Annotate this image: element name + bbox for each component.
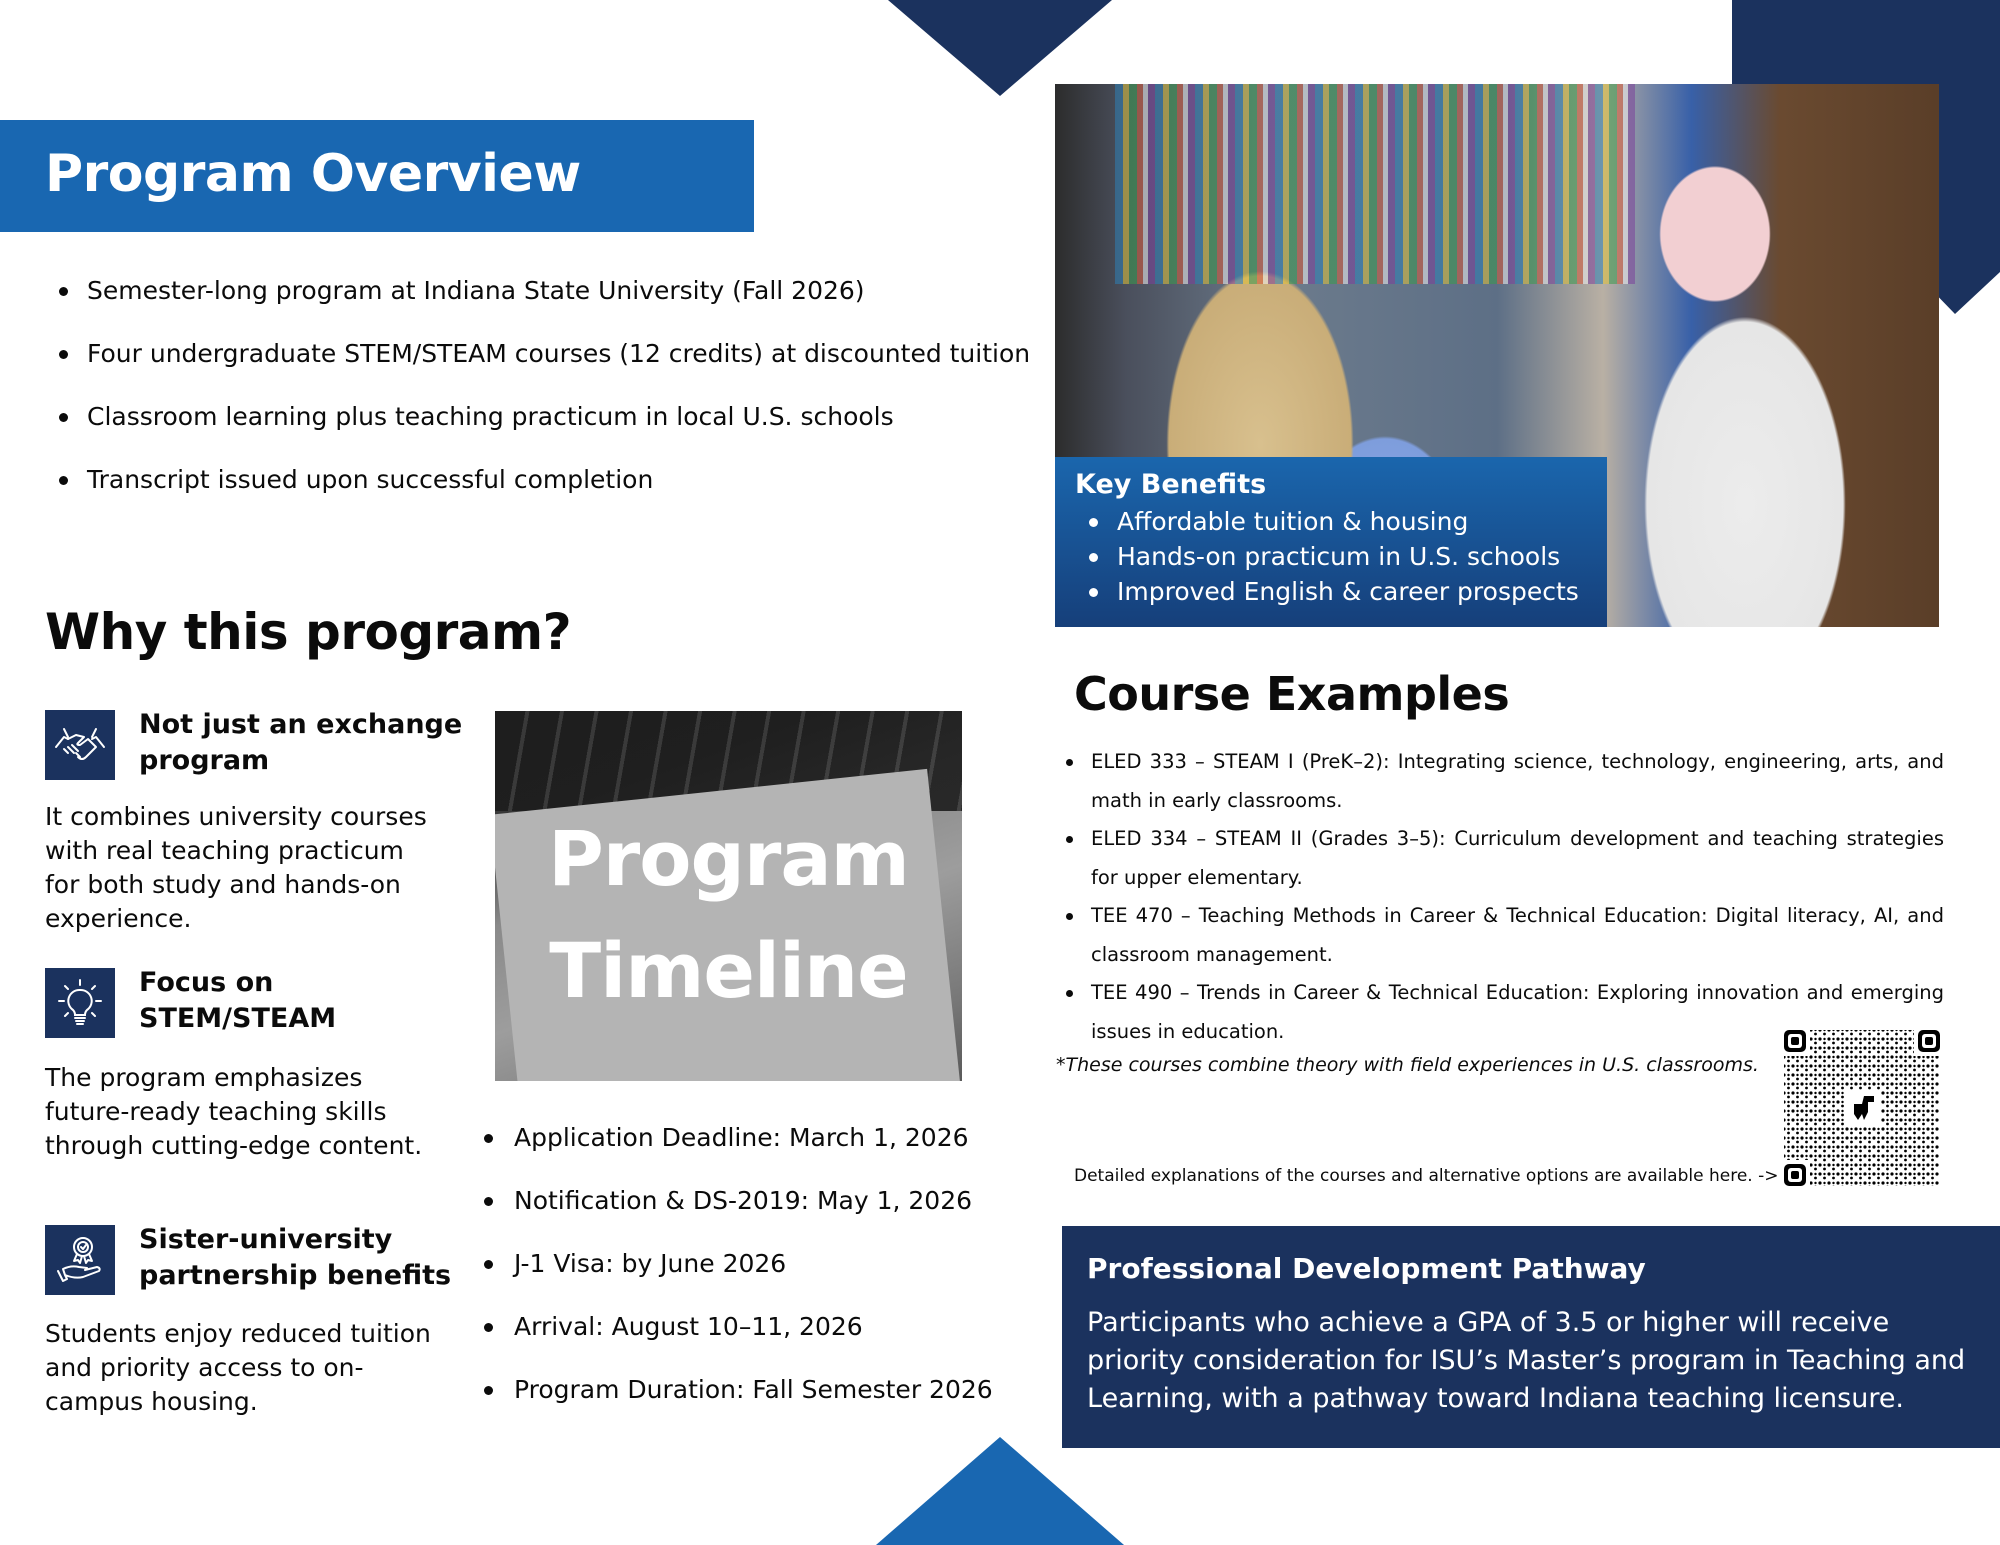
qr-code-icon[interactable] (1782, 1028, 1942, 1188)
timeline-item: Program Duration: Fall Semester 2026 (476, 1370, 993, 1433)
handshake-icon (45, 710, 115, 780)
course-list (1064, 743, 1944, 1051)
course-item: ELED 333 – STEAM I (PreK–2): Integrating science, technology, engineering, arts, and math in early classrooms. (1064, 743, 1944, 820)
pathway-text: Participants who achieve a GPA of 3.5 or higher will receive priority consideration for ISU’s Master’s program in Teaching and Learning, with a pathway toward Indiana teaching licensure. (1087, 1307, 1966, 1414)
key-benefits-title: Key Benefits (1075, 469, 1267, 500)
pathway-box (1062, 1226, 2000, 1448)
reason-title: Focus on STEM/STEAM (139, 967, 337, 1034)
overview-list (45, 272, 1030, 524)
timeline-item: Application Deadline: March 1, 2026 (476, 1118, 993, 1181)
overview-item: Classroom learning plus teaching practicum in local U.S. schools (45, 398, 1030, 461)
course-details-link-text: Detailed explanations of the courses and alternative options are available here. -> (1074, 1166, 1779, 1186)
timeline-item: J-1 Visa: by June 2026 (476, 1244, 993, 1307)
key-benefits-box (1055, 457, 1607, 627)
reason-description: Students enjoy reduced tuition and priority access to on-campus housing. (45, 1319, 431, 1416)
decorative-triangle-bottom (876, 1437, 1124, 1545)
reason-title: Not just an exchange program (139, 709, 463, 776)
benefit-item: Improved English & career prospects (1075, 575, 1607, 610)
reason-title: Sister-university partnership benefits (139, 1224, 452, 1291)
course-note: *These courses combine theory with field experiences in U.S. classrooms. (1056, 1054, 1759, 1076)
reason-description: It combines university courses with real teaching practicum for both study and hands-on experience. (45, 802, 427, 933)
overview-title: Program Overview (45, 144, 581, 204)
overview-item: Semester-long program at Indiana State University (Fall 2026) (45, 272, 1030, 335)
benefit-item: Hands-on practicum in U.S. schools (1075, 540, 1607, 575)
benefit-item: Affordable tuition & housing (1075, 505, 1607, 540)
timeline-image (495, 711, 962, 1081)
lightbulb-icon (45, 968, 115, 1038)
classroom-photo (1055, 84, 1939, 627)
course-item: ELED 334 – STEAM II (Grades 3–5): Curriculum development and teaching strategies for upper elementary. (1064, 820, 1944, 897)
timeline-item: Notification & DS-2019: May 1, 2026 (476, 1181, 993, 1244)
course-item: TEE 470 – Teaching Methods in Career & Technical Education: Digital literacy, AI, and classroom management. (1064, 897, 1944, 974)
award-hand-icon (45, 1225, 115, 1295)
overview-banner (0, 120, 754, 232)
timeline-item: Arrival: August 10–11, 2026 (476, 1307, 993, 1370)
decorative-triangle-top (888, 0, 1112, 96)
pathway-title: Professional Development Pathway (1087, 1252, 1646, 1285)
why-title: Why this program? (45, 603, 572, 661)
overview-item: Four undergraduate STEM/STEAM courses (12 credits) at discounted tuition (45, 335, 1030, 398)
timeline-image-title: Program Timeline (548, 814, 909, 1015)
key-benefits-list (1075, 505, 1607, 610)
timeline-list (476, 1118, 993, 1433)
bookshelf-photo-area (1115, 84, 1635, 284)
overview-item: Transcript issued upon successful completion (45, 461, 1030, 524)
reason-description: The program emphasizes future-ready teaching skills through cutting-edge content. (45, 1063, 423, 1160)
course-examples-title: Course Examples (1074, 667, 1510, 721)
course-item: TEE 490 – Trends in Career & Technical Education: Exploring innovation and emerging issues in education. (1064, 974, 1944, 1051)
